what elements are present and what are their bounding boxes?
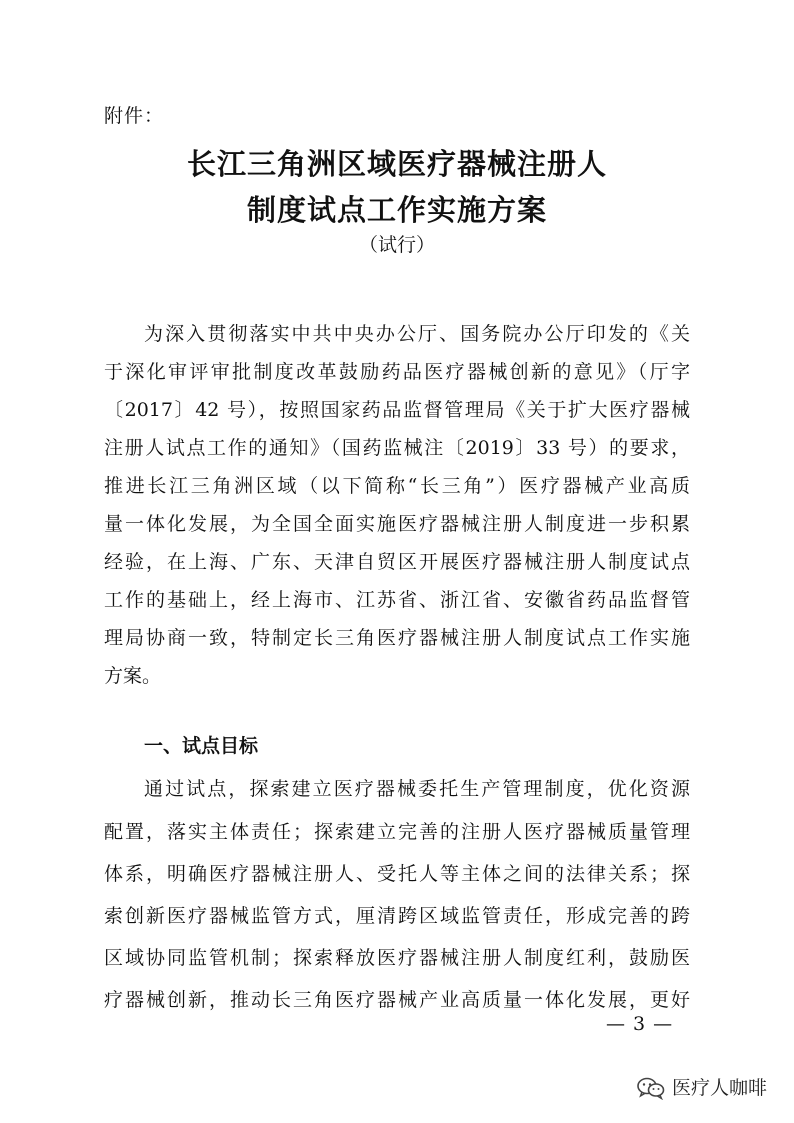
intro-line: 经验，在上海、广东、天津自贸区开展医疗器械注册人制度试点 xyxy=(104,551,690,573)
watermark xyxy=(636,1074,767,1102)
intro-line: 于深化审评审批制度改革鼓励药品医疗器械创新的意见》（厅字 xyxy=(104,361,690,383)
document-title-line-2: 制度试点工作实施方案 xyxy=(246,193,547,227)
intro-line: 方案。 xyxy=(104,665,162,687)
section-1-line: 区域协同监管机制；探索释放医疗器械注册人制度红利，鼓励医 xyxy=(104,947,690,969)
section-1-line: 体系，明确医疗器械注册人、受托人等主体之间的法律关系；探 xyxy=(104,863,690,885)
section-1-line: 通过试点，探索建立医疗器械委托生产管理制度，优化资源 xyxy=(144,778,690,800)
intro-line: 注册人试点工作的通知》（国药监械注〔2019〕33 号）的要求， xyxy=(104,437,690,459)
intro-line: 推进长江三角洲区域（以下简称“长三角”）医疗器械产业高质 xyxy=(104,475,690,497)
intro-line: 理局协商一致，特制定长三角医疗器械注册人制度试点工作实施 xyxy=(104,627,690,649)
attachment-label: 附件： xyxy=(104,105,165,127)
section-1-line: 疗器械创新，推动长三角医疗器械产业高质量一体化发展，更好 xyxy=(104,989,690,1011)
intro-line: 量一体化发展，为全国全面实施医疗器械注册人制度进一步积累 xyxy=(104,513,690,535)
document-subtitle: （试行） xyxy=(358,234,435,256)
wechat-icon xyxy=(636,1076,666,1100)
watermark-text: 医疗人咖啡 xyxy=(672,1077,768,1099)
section-1-line: 索创新医疗器械监管方式，厘清跨区域监管责任，形成完善的跨 xyxy=(104,905,690,927)
intro-line: 〔2017〕42 号），按照国家药品监督管理局《关于扩大医疗器械 xyxy=(104,399,690,421)
intro-line: 工作的基础上，经上海市、江苏省、浙江省、安徽省药品监督管 xyxy=(104,589,690,611)
section-1-heading: 一、试点目标 xyxy=(144,735,259,757)
intro-line: 为深入贯彻落实中共中央办公厅、国务院办公厅印发的《关 xyxy=(144,323,690,345)
document-title-line-1: 长江三角洲区域医疗器械注册人 xyxy=(186,147,607,181)
page-number: — 3 — xyxy=(606,1013,674,1035)
section-1-line: 配置，落实主体责任；探索建立完善的注册人医疗器械质量管理 xyxy=(104,821,690,843)
